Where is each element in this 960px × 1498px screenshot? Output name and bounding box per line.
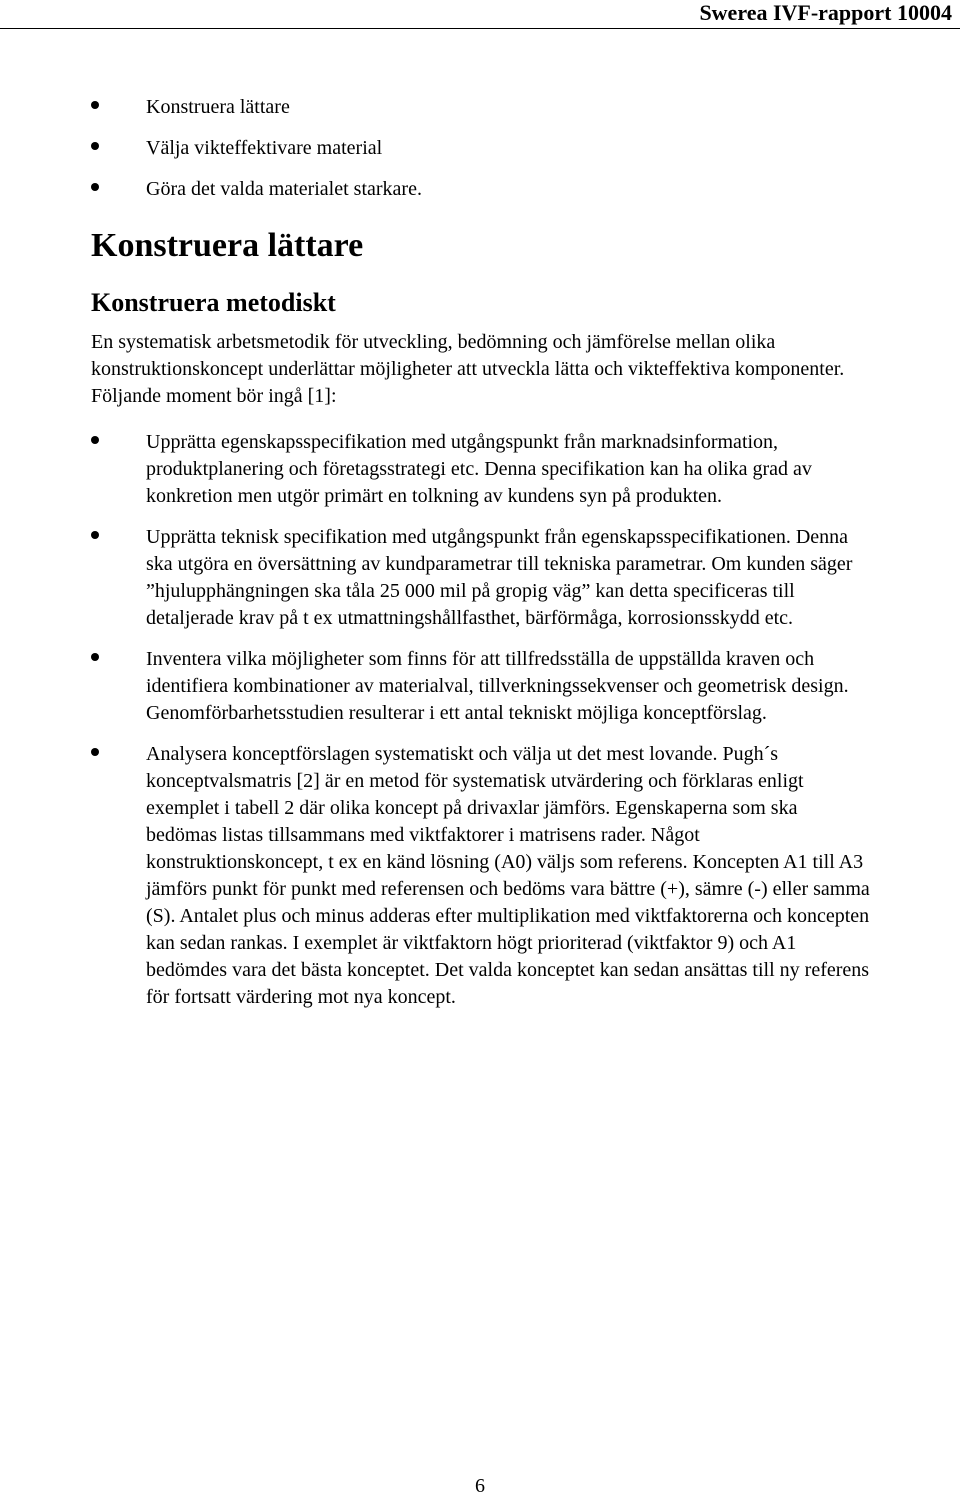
list-item-text: Välja vikteffektivare material — [146, 137, 383, 159]
list-item-text: Konstruera lättare — [146, 96, 290, 118]
method-step-list — [91, 429, 871, 1011]
subsection-heading: Konstruera metodiskt — [91, 288, 336, 317]
list-item-text: Analysera konceptförslagen systematiskt och välja ut det mest lovande. Pugh´s konceptvalsmatris [2] är en metod för systematisk utvärdering och förklaras enligt exemplet i tabell 2 där olika koncept på drivaxlar jämförs. Egenskaperna som ska bedömas listas tillsammans med viktfaktorer i matrisens rader. Något konstruktionskoncept, t ex en känd lösning (A0) väljs som referens. Koncepten A1 till A3 jämförs punkt för punkt med referensen och bedöms vara bättre (+), sämre (-) eller samma (S). Antalet plus och minus adderas efter multiplikation med viktfaktorerna och koncepten kan sedan rankas. I exemplet är viktfaktorn högt prioriterad (viktfaktor 9) och A1 bedömdes vara det bästa konceptet. Det valda konceptet kan sedan ansättas till ny referens för fortsatt värdering mot nya koncept. — [146, 743, 870, 1008]
intro-paragraph: En systematisk arbetsmetodik för utveckling, bedömning och jämförelse mellan olika konstruktionskoncept underlättar möjligheter att utveckla lätta och vikteffektiva komponenter. Följande moment bör ingå [1]: — [91, 331, 845, 407]
section-heading: Konstruera lättare — [91, 227, 364, 264]
list-item-text: Inventera vilka möjligheter som finns för att tillfredsställa de uppställda kraven och identifiera kombinationer av materialval, tillverkningssekvenser och geometrisk design. Genomförbarhetsstudien resulterar i ett antal tekniskt möjliga konceptförslag. — [146, 648, 849, 724]
list-item-text: Göra det valda materialet starkare. — [146, 178, 422, 200]
report-header: Swerea IVF-rapport 10004 — [699, 0, 952, 25]
top-bullet-list — [91, 94, 871, 203]
list-item — [91, 135, 871, 162]
bullet-icon — [91, 183, 99, 191]
bullet-icon — [91, 436, 99, 444]
page-number: 6 — [475, 1475, 485, 1497]
bullet-icon — [91, 101, 99, 109]
list-item — [91, 176, 871, 203]
list-item — [91, 94, 871, 121]
list-item — [91, 741, 871, 1011]
bullet-icon — [91, 531, 99, 539]
header-divider — [0, 28, 960, 29]
list-item — [91, 646, 871, 727]
list-item-text: Upprätta egenskapsspecifikation med utgångspunkt från marknadsinformation, produktplanering och företagsstrategi etc. Denna specifikation kan ha olika grad av konkretion men utgör primärt en tolkning av kundens syn på produkten. — [146, 431, 812, 507]
bullet-icon — [91, 653, 99, 661]
bullet-icon — [91, 748, 99, 756]
list-item — [91, 429, 871, 510]
list-item — [91, 524, 871, 632]
bullet-icon — [91, 142, 99, 150]
page-content — [91, 94, 871, 1025]
list-item-text: Upprätta teknisk specifikation med utgångspunkt från egenskapsspecifikationen. Denna ska utgöra en översättning av kundparametrar till tekniska parametrar. Om kunden säger ”hjulupphängningen ska tåla 25 000 mil på gropig väg” kan detta specificeras till detaljerade krav på t ex utmattningshållfasthet, bärförmåga, korrosionsskydd etc. — [146, 526, 853, 629]
